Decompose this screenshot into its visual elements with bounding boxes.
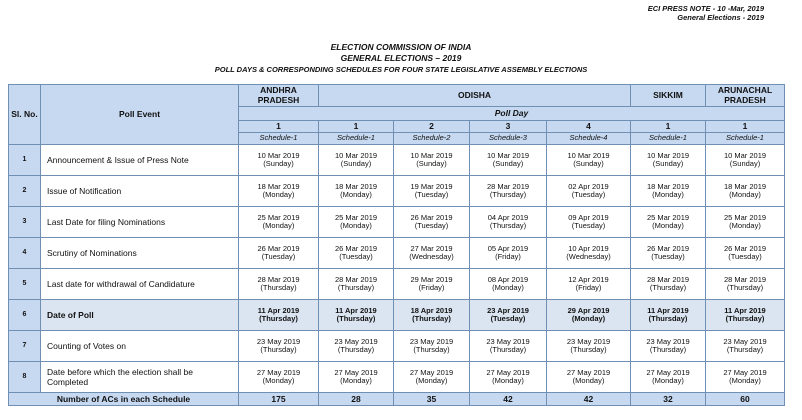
weekday-value: (Sunday) bbox=[416, 159, 447, 168]
weekday-value: (Tuesday) bbox=[414, 190, 449, 199]
schedule-date-cell bbox=[706, 176, 785, 207]
date-value: 10 Apr 2019 bbox=[568, 243, 609, 253]
weekday-value: (Monday) bbox=[262, 221, 295, 230]
schedule-label: Schedule-4 bbox=[547, 133, 631, 145]
date-value: 10 Mar 2019 bbox=[486, 150, 530, 160]
weekday-value: (Monday) bbox=[729, 190, 761, 199]
row-serial-number: 3 bbox=[9, 207, 41, 238]
date-value: 10 Mar 2019 bbox=[567, 150, 610, 160]
press-note-header bbox=[648, 4, 764, 22]
schedule-date-cell bbox=[394, 269, 470, 300]
schedule-date-cell bbox=[470, 238, 547, 269]
ac-count-value: 175 bbox=[239, 393, 319, 406]
weekday-value: (Thursday) bbox=[648, 314, 688, 323]
weekday-value: (Monday) bbox=[729, 221, 761, 230]
date-value: 10 Mar 2019 bbox=[257, 150, 300, 160]
date-value: 11 Apr 2019 bbox=[335, 305, 377, 315]
date-value: 27 May 2019 bbox=[646, 367, 690, 377]
date-value: 27 May 2019 bbox=[566, 367, 611, 377]
date-value: 09 Apr 2019 bbox=[568, 212, 609, 222]
row-serial-number: 5 bbox=[9, 269, 41, 300]
schedule-date-cell bbox=[319, 238, 394, 269]
weekday-value: (Thursday) bbox=[259, 314, 298, 323]
ac-count-value: 28 bbox=[319, 393, 394, 406]
poll-event-name: Scrutiny of Nominations bbox=[41, 238, 239, 269]
schedule-date-cell bbox=[631, 145, 706, 176]
document-titles bbox=[0, 42, 802, 75]
weekday-value: (Monday) bbox=[572, 376, 605, 385]
date-value: 12 Apr 2019 bbox=[568, 274, 609, 284]
schedule-date-cell bbox=[394, 300, 470, 331]
date-value: 25 Mar 2019 bbox=[334, 212, 378, 222]
date-value: 26 Mar 2019 bbox=[646, 243, 690, 253]
weekday-value: (Friday) bbox=[495, 252, 521, 261]
row-serial-number: 1 bbox=[9, 145, 41, 176]
schedule-date-cell bbox=[394, 362, 470, 393]
table-row bbox=[9, 207, 785, 238]
schedule-date-cell bbox=[547, 238, 631, 269]
date-value: 05 Apr 2019 bbox=[487, 243, 529, 253]
poll-event-header: Poll Event bbox=[41, 85, 239, 145]
weekday-value: (Thursday) bbox=[725, 314, 765, 323]
date-value: 25 Mar 2019 bbox=[723, 212, 767, 222]
weekday-value: (Monday) bbox=[571, 314, 606, 323]
weekday-value: (Monday) bbox=[492, 376, 524, 385]
poll-event-name: Last date for withdrawal of Candidature bbox=[41, 269, 239, 300]
schedule-date-cell bbox=[470, 207, 547, 238]
poll-day-label: Poll Day bbox=[239, 107, 785, 121]
weekday-value: (Sunday) bbox=[652, 159, 684, 168]
weekday-value: (Wednesday) bbox=[409, 252, 454, 261]
date-value: 10 Mar 2019 bbox=[334, 150, 378, 160]
schedule-label: Schedule-1 bbox=[319, 133, 394, 145]
schedule-label: Schedule-1 bbox=[239, 133, 319, 145]
date-value: 29 Mar 2019 bbox=[410, 274, 453, 284]
sl-no-header: Sl. No. bbox=[9, 85, 41, 145]
row-serial-number: 2 bbox=[9, 176, 41, 207]
weekday-value: (Monday) bbox=[415, 376, 448, 385]
schedule-date-cell bbox=[706, 362, 785, 393]
schedule-date-cell bbox=[239, 300, 319, 331]
schedule-date-cell bbox=[631, 269, 706, 300]
poll-day-number: 1 bbox=[319, 121, 394, 133]
schedule-date-cell bbox=[239, 145, 319, 176]
schedule-date-cell bbox=[547, 176, 631, 207]
schedule-date-cell bbox=[547, 362, 631, 393]
weekday-value: (Monday) bbox=[262, 190, 295, 199]
schedule-date-cell bbox=[394, 145, 470, 176]
weekday-value: (Thursday) bbox=[649, 345, 687, 354]
footer-row bbox=[9, 393, 785, 406]
state-arunachal-pradesh: ARUNACHAL PRADESH bbox=[706, 85, 785, 107]
poll-day-number: 3 bbox=[470, 121, 547, 133]
schedule-label: Schedule-1 bbox=[631, 133, 706, 145]
weekday-value: (Friday) bbox=[575, 283, 602, 292]
schedule-date-cell bbox=[319, 207, 394, 238]
weekday-value: (Thursday) bbox=[726, 283, 764, 292]
weekday-value: (Tuesday) bbox=[571, 190, 606, 199]
weekday-value: (Tuesday) bbox=[261, 252, 296, 261]
schedule-date-cell bbox=[547, 269, 631, 300]
weekday-value: (Thursday) bbox=[570, 345, 607, 354]
row-serial-number: 8 bbox=[9, 362, 41, 393]
weekday-value: (Thursday) bbox=[260, 283, 297, 292]
poll-day-number: 1 bbox=[239, 121, 319, 133]
weekday-value: (Friday) bbox=[418, 283, 445, 292]
weekday-value: (Tuesday) bbox=[571, 221, 606, 230]
table-row bbox=[9, 145, 785, 176]
schedule-label: Schedule-2 bbox=[394, 133, 470, 145]
date-value: 26 Mar 2019 bbox=[257, 243, 300, 253]
date-value: 28 Mar 2019 bbox=[723, 274, 767, 284]
weekday-value: (Monday) bbox=[492, 283, 524, 292]
date-value: 23 May 2019 bbox=[566, 336, 611, 346]
row-serial-number: 6 bbox=[9, 300, 41, 331]
poll-event-name: Date before which the election shall be Completed bbox=[41, 362, 239, 393]
schedule-date-cell bbox=[239, 176, 319, 207]
date-value: 28 Mar 2019 bbox=[334, 274, 378, 284]
ac-count-value: 42 bbox=[470, 393, 547, 406]
date-value: 18 Mar 2019 bbox=[646, 181, 690, 191]
schedule-date-cell bbox=[239, 362, 319, 393]
date-value: 26 Mar 2019 bbox=[723, 243, 767, 253]
weekday-value: (Thursday) bbox=[337, 283, 375, 292]
date-value: 25 Mar 2019 bbox=[646, 212, 690, 222]
schedule-date-cell bbox=[470, 176, 547, 207]
table-row bbox=[9, 331, 785, 362]
date-value: 02 Apr 2019 bbox=[568, 181, 609, 191]
weekday-value: (Thursday) bbox=[337, 345, 375, 354]
date-value: 18 Mar 2019 bbox=[257, 181, 300, 191]
schedule-date-cell bbox=[470, 331, 547, 362]
schedule-label: Schedule-1 bbox=[706, 133, 785, 145]
schedule-date-cell bbox=[319, 300, 394, 331]
date-value: 27 Mar 2019 bbox=[410, 243, 453, 253]
weekday-value: (Sunday) bbox=[729, 159, 761, 168]
date-value: 18 Mar 2019 bbox=[334, 181, 378, 191]
table-row bbox=[9, 238, 785, 269]
weekday-value: (Sunday) bbox=[573, 159, 604, 168]
date-value: 18 Apr 2019 bbox=[410, 305, 453, 315]
schedule-date-cell bbox=[631, 238, 706, 269]
state-andhra-pradesh: ANDHRA PRADESH bbox=[239, 85, 319, 107]
date-value: 27 May 2019 bbox=[723, 367, 767, 377]
schedule-table bbox=[8, 84, 785, 406]
date-value: 04 Apr 2019 bbox=[487, 212, 529, 222]
schedule-date-cell bbox=[547, 300, 631, 331]
schedule-date-cell bbox=[394, 207, 470, 238]
weekday-value: (Thursday) bbox=[336, 314, 376, 323]
weekday-value: (Monday) bbox=[729, 376, 761, 385]
ac-count-value: 60 bbox=[706, 393, 785, 406]
date-value: 27 May 2019 bbox=[334, 367, 378, 377]
schedule-date-cell bbox=[706, 207, 785, 238]
date-value: 10 Mar 2019 bbox=[410, 150, 453, 160]
date-value: 23 May 2019 bbox=[256, 336, 301, 346]
date-value: 10 Mar 2019 bbox=[646, 150, 690, 160]
title-poll-days: POLL DAYS & CORRESPONDING SCHEDULES FOR FOUR STATE LEGISLATIVE ASSEMBLY ELECTIONS bbox=[214, 65, 588, 74]
schedule-date-cell bbox=[239, 269, 319, 300]
schedule-date-cell bbox=[706, 331, 785, 362]
schedule-date-cell bbox=[394, 238, 470, 269]
poll-day-number: 1 bbox=[706, 121, 785, 133]
weekday-value: (Thursday) bbox=[489, 221, 527, 230]
poll-event-name: Last Date for filing Nominations bbox=[41, 207, 239, 238]
ac-count-value: 32 bbox=[631, 393, 706, 406]
title-general-elections: GENERAL ELECTIONS – 2019 bbox=[340, 53, 462, 63]
poll-day-number: 4 bbox=[547, 121, 631, 133]
date-value: 10 Mar 2019 bbox=[723, 150, 767, 160]
schedule-date-cell bbox=[547, 207, 631, 238]
poll-event-name: Issue of Notification bbox=[41, 176, 239, 207]
poll-event-name: Counting of Votes on bbox=[41, 331, 239, 362]
date-value: 25 Mar 2019 bbox=[257, 212, 300, 222]
schedule-date-cell bbox=[547, 145, 631, 176]
schedule-date-cell bbox=[631, 331, 706, 362]
schedule-date-cell bbox=[319, 269, 394, 300]
weekday-value: (Thursday) bbox=[489, 190, 527, 199]
weekday-value: (Monday) bbox=[262, 376, 295, 385]
poll-event-name: Date of Poll bbox=[41, 300, 239, 331]
state-odisha: ODISHA bbox=[319, 85, 631, 107]
weekday-value: (Tuesday) bbox=[414, 221, 449, 230]
poll-event-name: Announcement & Issue of Press Note bbox=[41, 145, 239, 176]
schedule-date-cell bbox=[631, 300, 706, 331]
state-sikkim: SIKKIM bbox=[631, 85, 706, 107]
date-value: 23 May 2019 bbox=[723, 336, 767, 346]
schedule-date-cell bbox=[239, 207, 319, 238]
schedule-date-cell bbox=[394, 176, 470, 207]
table-row bbox=[9, 300, 785, 331]
date-value: 27 May 2019 bbox=[256, 367, 301, 377]
schedule-date-cell bbox=[706, 300, 785, 331]
weekday-value: (Monday) bbox=[340, 376, 372, 385]
weekday-value: (Monday) bbox=[652, 221, 684, 230]
schedule-date-cell bbox=[319, 362, 394, 393]
schedule-date-cell bbox=[547, 331, 631, 362]
weekday-value: (Tuesday) bbox=[490, 314, 526, 323]
date-value: 26 Mar 2019 bbox=[334, 243, 378, 253]
weekday-value: (Monday) bbox=[652, 190, 684, 199]
title-commission: ELECTION COMMISSION OF INDIA bbox=[330, 42, 472, 52]
schedule-date-cell bbox=[706, 269, 785, 300]
table-row bbox=[9, 269, 785, 300]
weekday-value: (Tuesday) bbox=[339, 252, 373, 261]
press-note-subline: General Elections - 2019 bbox=[677, 13, 764, 22]
date-value: 27 May 2019 bbox=[486, 367, 530, 377]
weekday-value: (Tuesday) bbox=[728, 252, 762, 261]
weekday-value: (Tuesday) bbox=[651, 252, 685, 261]
schedule-date-cell bbox=[319, 145, 394, 176]
schedule-date-cell bbox=[631, 176, 706, 207]
schedule-date-cell bbox=[319, 176, 394, 207]
weekday-value: (Monday) bbox=[340, 221, 372, 230]
ac-count-label: Number of ACs in each Schedule bbox=[9, 393, 239, 406]
date-value: 23 May 2019 bbox=[334, 336, 378, 346]
weekday-value: (Thursday) bbox=[726, 345, 764, 354]
date-value: 23 Apr 2019 bbox=[487, 305, 529, 315]
date-value: 18 Mar 2019 bbox=[723, 181, 767, 191]
schedule-date-cell bbox=[319, 331, 394, 362]
schedule-label: Schedule-3 bbox=[470, 133, 547, 145]
schedule-date-cell bbox=[631, 362, 706, 393]
date-value: 28 Mar 2019 bbox=[486, 181, 530, 191]
weekday-value: (Thursday) bbox=[413, 345, 450, 354]
weekday-value: (Monday) bbox=[652, 376, 684, 385]
date-value: 28 Mar 2019 bbox=[646, 274, 690, 284]
poll-day-number: 1 bbox=[631, 121, 706, 133]
date-value: 27 May 2019 bbox=[409, 367, 454, 377]
weekday-value: (Sunday) bbox=[340, 159, 372, 168]
schedule-date-cell bbox=[239, 238, 319, 269]
schedule-date-cell bbox=[706, 145, 785, 176]
schedule-date-cell bbox=[706, 238, 785, 269]
date-value: 23 May 2019 bbox=[646, 336, 690, 346]
date-value: 11 Apr 2019 bbox=[257, 305, 300, 315]
schedule-date-cell bbox=[470, 145, 547, 176]
press-note-line: ECI PRESS NOTE - 10 -Mar, 2019 bbox=[647, 4, 764, 13]
date-value: 23 May 2019 bbox=[486, 336, 530, 346]
row-serial-number: 7 bbox=[9, 331, 41, 362]
weekday-value: (Thursday) bbox=[260, 345, 297, 354]
schedule-date-cell bbox=[470, 269, 547, 300]
schedule-date-cell bbox=[631, 207, 706, 238]
row-serial-number: 4 bbox=[9, 238, 41, 269]
weekday-value: (Wednesday) bbox=[566, 252, 611, 261]
poll-day-number: 2 bbox=[394, 121, 470, 133]
schedule-date-cell bbox=[470, 300, 547, 331]
table-row bbox=[9, 176, 785, 207]
date-value: 11 Apr 2019 bbox=[724, 305, 766, 315]
ac-count-value: 35 bbox=[394, 393, 470, 406]
date-value: 11 Apr 2019 bbox=[647, 305, 689, 315]
weekday-value: (Monday) bbox=[340, 190, 372, 199]
date-value: 26 Mar 2019 bbox=[410, 212, 453, 222]
date-value: 28 Mar 2019 bbox=[257, 274, 300, 284]
weekday-value: (Thursday) bbox=[412, 314, 451, 323]
weekday-value: (Sunday) bbox=[492, 159, 524, 168]
table-row bbox=[9, 362, 785, 393]
ac-count-value: 42 bbox=[547, 393, 631, 406]
weekday-value: (Thursday) bbox=[649, 283, 687, 292]
weekday-value: (Thursday) bbox=[489, 345, 527, 354]
date-value: 23 May 2019 bbox=[409, 336, 454, 346]
weekday-value: (Sunday) bbox=[263, 159, 294, 168]
schedule-date-cell bbox=[394, 331, 470, 362]
date-value: 19 Mar 2019 bbox=[410, 181, 453, 191]
schedule-date-cell bbox=[470, 362, 547, 393]
date-value: 29 Apr 2019 bbox=[567, 305, 610, 315]
schedule-date-cell bbox=[239, 331, 319, 362]
date-value: 08 Apr 2019 bbox=[487, 274, 529, 284]
